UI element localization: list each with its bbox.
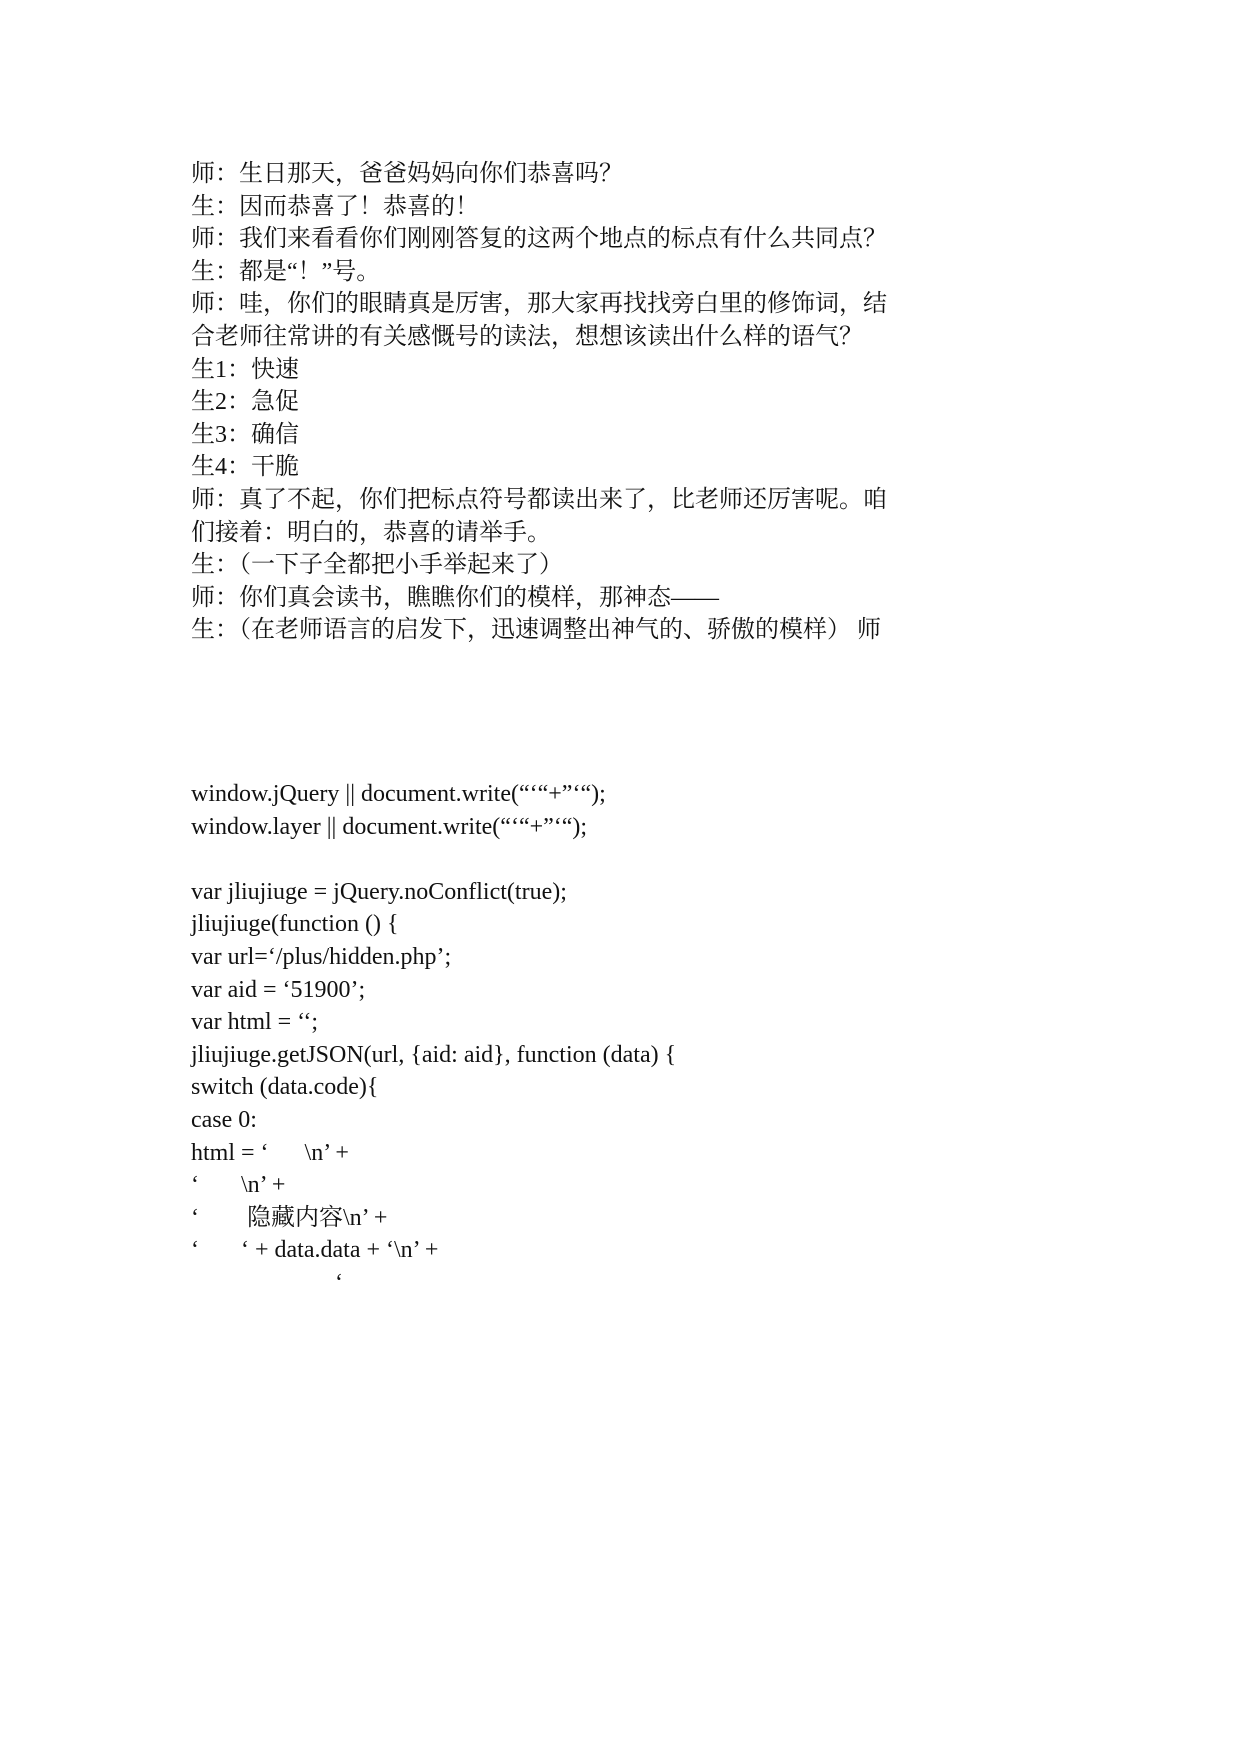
code-line: var url=‘/plus/hidden.php’;: [191, 943, 452, 970]
dialogue-line: 师：真了不起，你们把标点符号都读出来了，比老师还厉害呢。咱: [191, 486, 887, 513]
code-line: ‘ \n’ +: [191, 1172, 286, 1199]
dialogue-line: 合老师往常讲的有关感慨号的读法，想想该读出什么样的语气？: [191, 323, 863, 350]
code-line: jliujiuge(function () {: [191, 911, 399, 938]
dialogue-line: 生：都是“！”号。: [191, 258, 381, 285]
dialogue-line: 生3：确信: [191, 421, 299, 448]
code-line: var jliujiuge = jQuery.noConflict(true);: [191, 878, 567, 905]
code-line: var aid = ‘51900’;: [191, 976, 366, 1003]
dialogue-line: 生：因而恭喜了！恭喜的！: [191, 193, 479, 220]
dialogue-line: 生1：快速: [191, 356, 299, 383]
dialogue-line: 师：哇，你们的眼睛真是厉害，那大家再找找旁白里的修饰词，结: [191, 291, 887, 318]
code-line: switch (data.code){: [191, 1074, 379, 1101]
code-snippet: [191, 778, 931, 1300]
dialogue-text: [191, 158, 931, 647]
code-line: window.layer || document.write(“‘“+”‘“);: [191, 813, 588, 840]
code-line: ‘: [191, 1269, 343, 1296]
dialogue-line: 生2：急促: [191, 389, 299, 416]
blank-line: [191, 843, 931, 876]
code-line: case 0:: [191, 1106, 257, 1133]
dialogue-line: 生：（一下子全都把小手举起来了）: [191, 552, 563, 579]
code-line: window.jQuery || document.write(“‘“+”‘“);: [191, 781, 606, 807]
code-line: jliujiuge.getJSON(url, {aid: aid}, function (data) {: [191, 1041, 677, 1068]
dialogue-line: 们接着：明白的，恭喜的请举手。: [191, 519, 551, 546]
dialogue-line: 生4：干脆: [191, 454, 299, 481]
dialogue-line: 生：（在老师语言的启发下，迅速调整出神气的、骄傲的模样） 师: [191, 617, 881, 644]
code-line: ‘ 隐藏内容\n’ +: [191, 1204, 388, 1231]
code-line: html = ‘ \n’ +: [191, 1139, 349, 1166]
dialogue-line: 师：你们真会读书，瞧瞧你们的模样，那神态——: [191, 584, 719, 611]
code-line: ‘ ‘ + data.data + ‘\n’ +: [191, 1237, 439, 1264]
dialogue-line: 师：生日那天，爸爸妈妈向你们恭喜吗？: [191, 161, 623, 187]
dialogue-line: 师：我们来看看你们刚刚答复的这两个地点的标点有什么共同点？: [191, 226, 887, 253]
code-line: var html = ‘‘;: [191, 1009, 319, 1036]
